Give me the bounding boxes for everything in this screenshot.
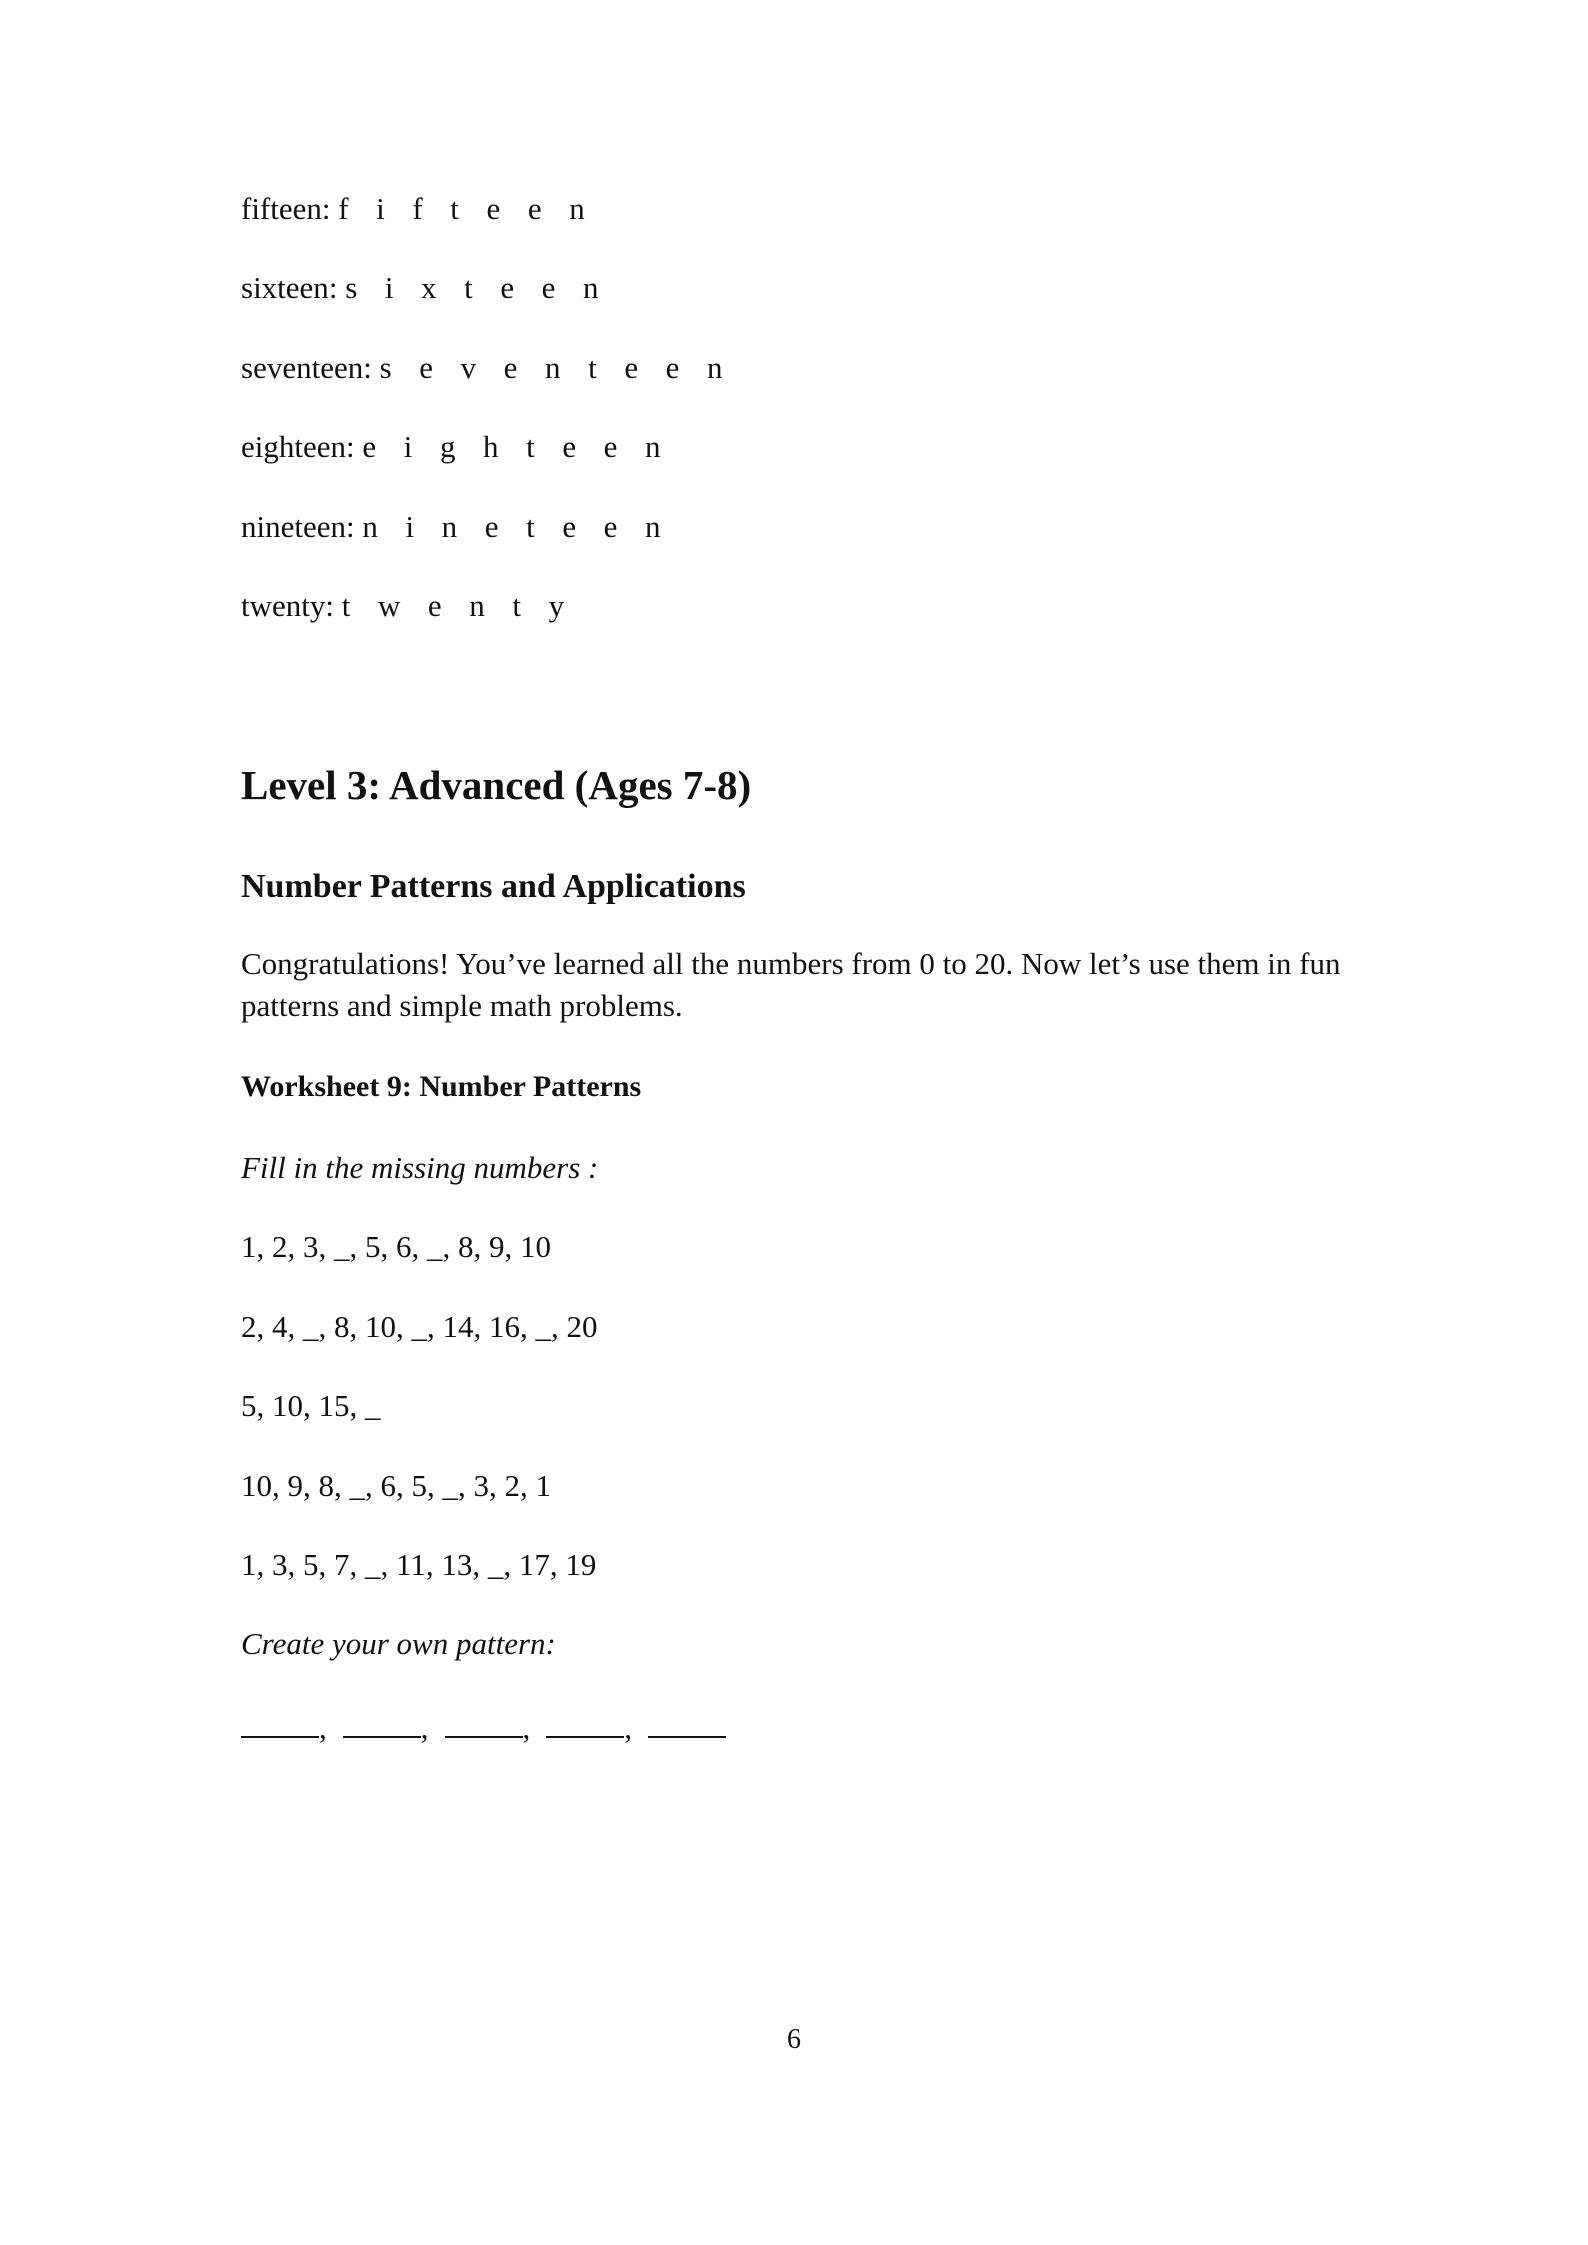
spelling-letters: e i g h t e e n (362, 429, 671, 464)
comma: , (522, 1710, 531, 1745)
blank-line (648, 1714, 726, 1738)
blank-line (546, 1714, 624, 1738)
spelling-item-nineteen (241, 511, 670, 542)
spelling-item-fifteen (241, 193, 595, 224)
section-heading: Number Patterns and Applications (241, 868, 746, 905)
spelling-word: twenty (241, 588, 326, 623)
comma: , (624, 1710, 632, 1745)
colon: : (321, 191, 339, 226)
colon: : (346, 509, 363, 544)
colon: : (328, 270, 346, 305)
spelling-word: fifteen (241, 191, 322, 226)
blank-line (445, 1714, 523, 1738)
blank-line (241, 1714, 319, 1738)
spelling-letters: s e v e n t e e n (379, 350, 733, 385)
create-pattern-prompt: Create your own pattern: (241, 1626, 556, 1661)
spelling-word: seventeen (241, 350, 364, 385)
worksheet-instruction: Fill in the missing numbers : (241, 1150, 599, 1185)
spelling-letters: f i f t e e n (338, 191, 595, 226)
spelling-item-twenty (241, 590, 574, 621)
spelling-item-sixteen (241, 272, 608, 303)
colon: : (363, 350, 380, 385)
spelling-item-eighteen (241, 431, 670, 462)
spelling-item-seventeen (241, 352, 732, 383)
colon: : (346, 429, 363, 464)
pattern-row: 10, 9, 8, _, 6, 5, _, 3, 2, 1 (241, 1468, 551, 1503)
pattern-row: 1, 2, 3, _, 5, 6, _, 8, 9, 10 (241, 1229, 551, 1264)
spelling-letters: n i n e t e e n (362, 509, 671, 544)
intro-paragraph: Congratulations! You’ve learned all the numbers from 0 to 20. Now let’s use them in fun patterns and simple math problems. (241, 946, 1341, 1023)
blank-line (343, 1714, 421, 1738)
comma: , (420, 1710, 429, 1745)
pattern-row: 2, 4, _, 8, 10, _, 14, 16, _, 20 (241, 1309, 598, 1344)
spelling-word: sixteen (241, 270, 329, 305)
worksheet-title: Worksheet 9: Number Patterns (241, 1070, 642, 1103)
spelling-letters: t w e n t y (341, 588, 574, 623)
comma: , (319, 1710, 327, 1745)
spelling-word: eighteen (241, 429, 347, 464)
create-pattern-blanks (241, 1712, 726, 1743)
pattern-row: 5, 10, 15, _ (241, 1388, 381, 1423)
spelling-word: nineteen (241, 509, 347, 544)
colon: : (325, 588, 342, 623)
page-number: 6 (787, 2024, 801, 2055)
pattern-row: 1, 3, 5, 7, _, 11, 13, _, 17, 19 (241, 1547, 597, 1582)
level-heading: Level 3: Advanced (Ages 7-8) (241, 762, 752, 808)
spelling-letters: s i x t e e n (345, 270, 609, 305)
